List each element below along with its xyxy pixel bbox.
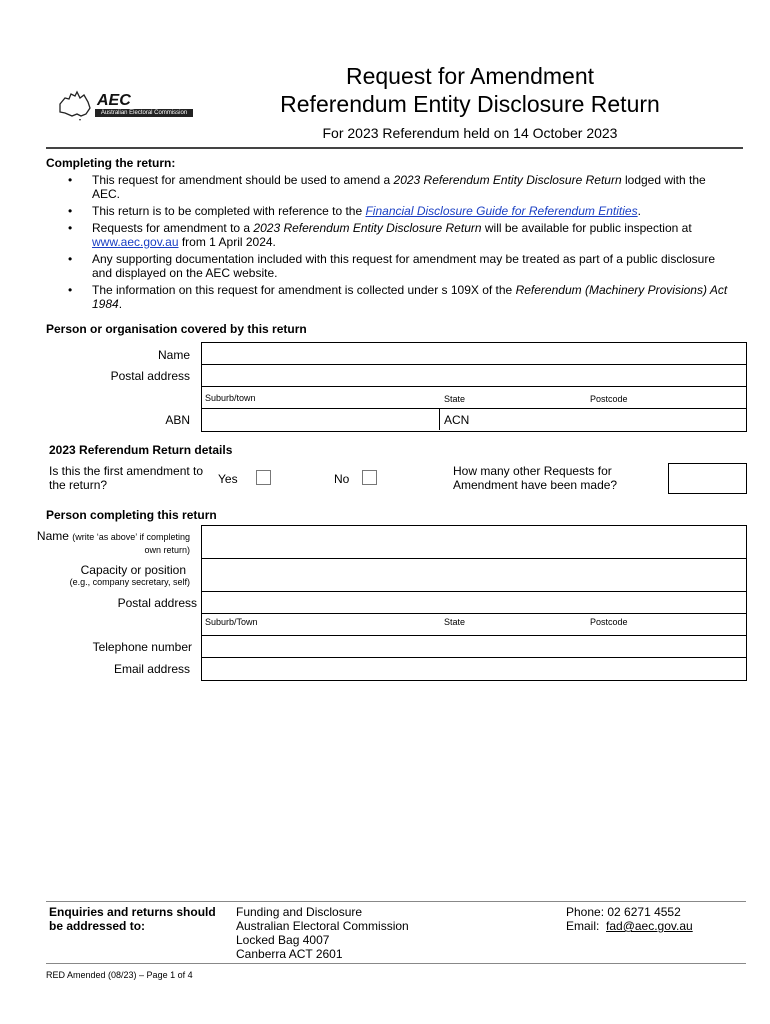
- list-item: • This return is to be completed with reference to the Financial Disclosure Guide for Referendum Entities.: [46, 204, 736, 218]
- completer-name-label-group: [20, 530, 190, 556]
- aec-website-link[interactable]: www.aec.gov.au: [92, 235, 179, 249]
- postal-address-block: [236, 905, 409, 961]
- covered-state-label: State: [444, 394, 466, 404]
- list-item: • Requests for amendment to a 2023 Referendum Entity Disclosure Return will be available for public inspection at www.aec.gov.au from 1 April 2024.: [46, 221, 736, 249]
- address-line: Australian Electoral Commission: [236, 919, 409, 933]
- phone-text: Phone: 02 6271 4552: [566, 905, 681, 919]
- logo-subtitle: Australian Electoral Commission: [95, 109, 193, 117]
- list-item: • Any supporting documentation included with this request for amendment may be treated as part of a public disclosure and displayed on the AEC website.: [46, 252, 736, 280]
- title-line-2: Referendum Entity Disclosure Return: [280, 91, 660, 117]
- list-item: • This request for amendment should be used to amend a 2023 Referendum Entity Disclosure Return lodged with the AEC.: [46, 173, 736, 201]
- completer-suburb-label: Suburb/Town: [205, 617, 258, 627]
- email-link[interactable]: fad@aec.gov.au: [606, 919, 693, 933]
- first-amendment-question: Is this the first amendment to the return?: [49, 464, 204, 492]
- completer-state-label: State: [444, 617, 466, 627]
- capacity-note: (e.g., company secretary, self): [69, 577, 190, 587]
- aec-logo-map-icon: [57, 90, 93, 122]
- no-label: No: [334, 472, 350, 486]
- abn-label: ABN: [165, 413, 190, 427]
- capacity-label: Capacity or position: [80, 563, 186, 577]
- divider: [201, 613, 746, 614]
- instructions-list: [46, 173, 736, 314]
- details-heading: 2023 Referendum Return details: [49, 443, 233, 457]
- address-line: Canberra ACT 2601: [236, 947, 343, 961]
- list-item: • The information on this request for amendment is collected under s 109X of the Referendum (Machinery Provisions) Act 1984.: [46, 283, 736, 311]
- address-line: Locked Bag 4007: [236, 933, 330, 947]
- acn-input[interactable]: [470, 409, 745, 430]
- other-requests-input[interactable]: [668, 463, 747, 494]
- header-rule: [46, 147, 743, 149]
- form-subtitle: For 2023 Referendum held on 14 October 2023: [322, 125, 618, 141]
- enquiries-label: Enquiries and returns should be addressed to:: [49, 905, 216, 933]
- capacity-input[interactable]: [202, 559, 745, 591]
- abn-input[interactable]: [202, 409, 439, 430]
- completer-postcode-label: Postcode: [590, 617, 628, 627]
- guide-link[interactable]: Financial Disclosure Guide for Referendum Entities: [365, 204, 638, 218]
- completer-name-input[interactable]: [202, 526, 745, 558]
- completer-name-label: Name: [36, 529, 69, 543]
- covered-postal-label: Postal address: [110, 369, 190, 383]
- footer-rule: [46, 901, 746, 902]
- contact-block: [566, 905, 693, 933]
- covered-postcode-label: Postcode: [590, 394, 628, 404]
- telephone-input[interactable]: [202, 636, 745, 657]
- completer-postal-label: Postal address: [117, 596, 197, 610]
- divider: [201, 386, 746, 387]
- acn-label: ACN: [444, 413, 470, 427]
- footer-bottom-rule: [46, 963, 746, 964]
- completing-heading: Completing the return:: [46, 156, 176, 170]
- email-input[interactable]: [202, 658, 745, 679]
- covered-name-input[interactable]: [202, 343, 745, 364]
- page-reference: RED Amended (08/23) – Page 1 of 4: [46, 970, 193, 980]
- address-line: Funding and Disclosure: [236, 905, 363, 919]
- title-line-1: Request for Amendment: [345, 63, 595, 89]
- yes-label: Yes: [218, 472, 238, 486]
- covered-name-label: Name: [157, 348, 190, 362]
- no-checkbox[interactable]: [362, 470, 377, 485]
- yes-checkbox[interactable]: [256, 470, 271, 485]
- completer-name-note: (write ‘as above’ if completing own return): [72, 532, 190, 555]
- completer-postal-input[interactable]: [202, 592, 745, 613]
- covered-suburb-label: Suburb/town: [205, 393, 256, 403]
- covered-heading: Person or organisation covered by this return: [46, 322, 307, 336]
- other-requests-question: How many other Requests for Amendment have been made?: [453, 464, 618, 492]
- telephone-label: Telephone number: [92, 640, 192, 654]
- divider: [439, 409, 440, 430]
- completer-heading: Person completing this return: [46, 508, 217, 522]
- logo-text: AEC: [97, 92, 131, 109]
- email-caption: Email:: [566, 919, 600, 933]
- covered-postal-input[interactable]: [202, 365, 745, 386]
- email-label: Email address: [113, 662, 190, 676]
